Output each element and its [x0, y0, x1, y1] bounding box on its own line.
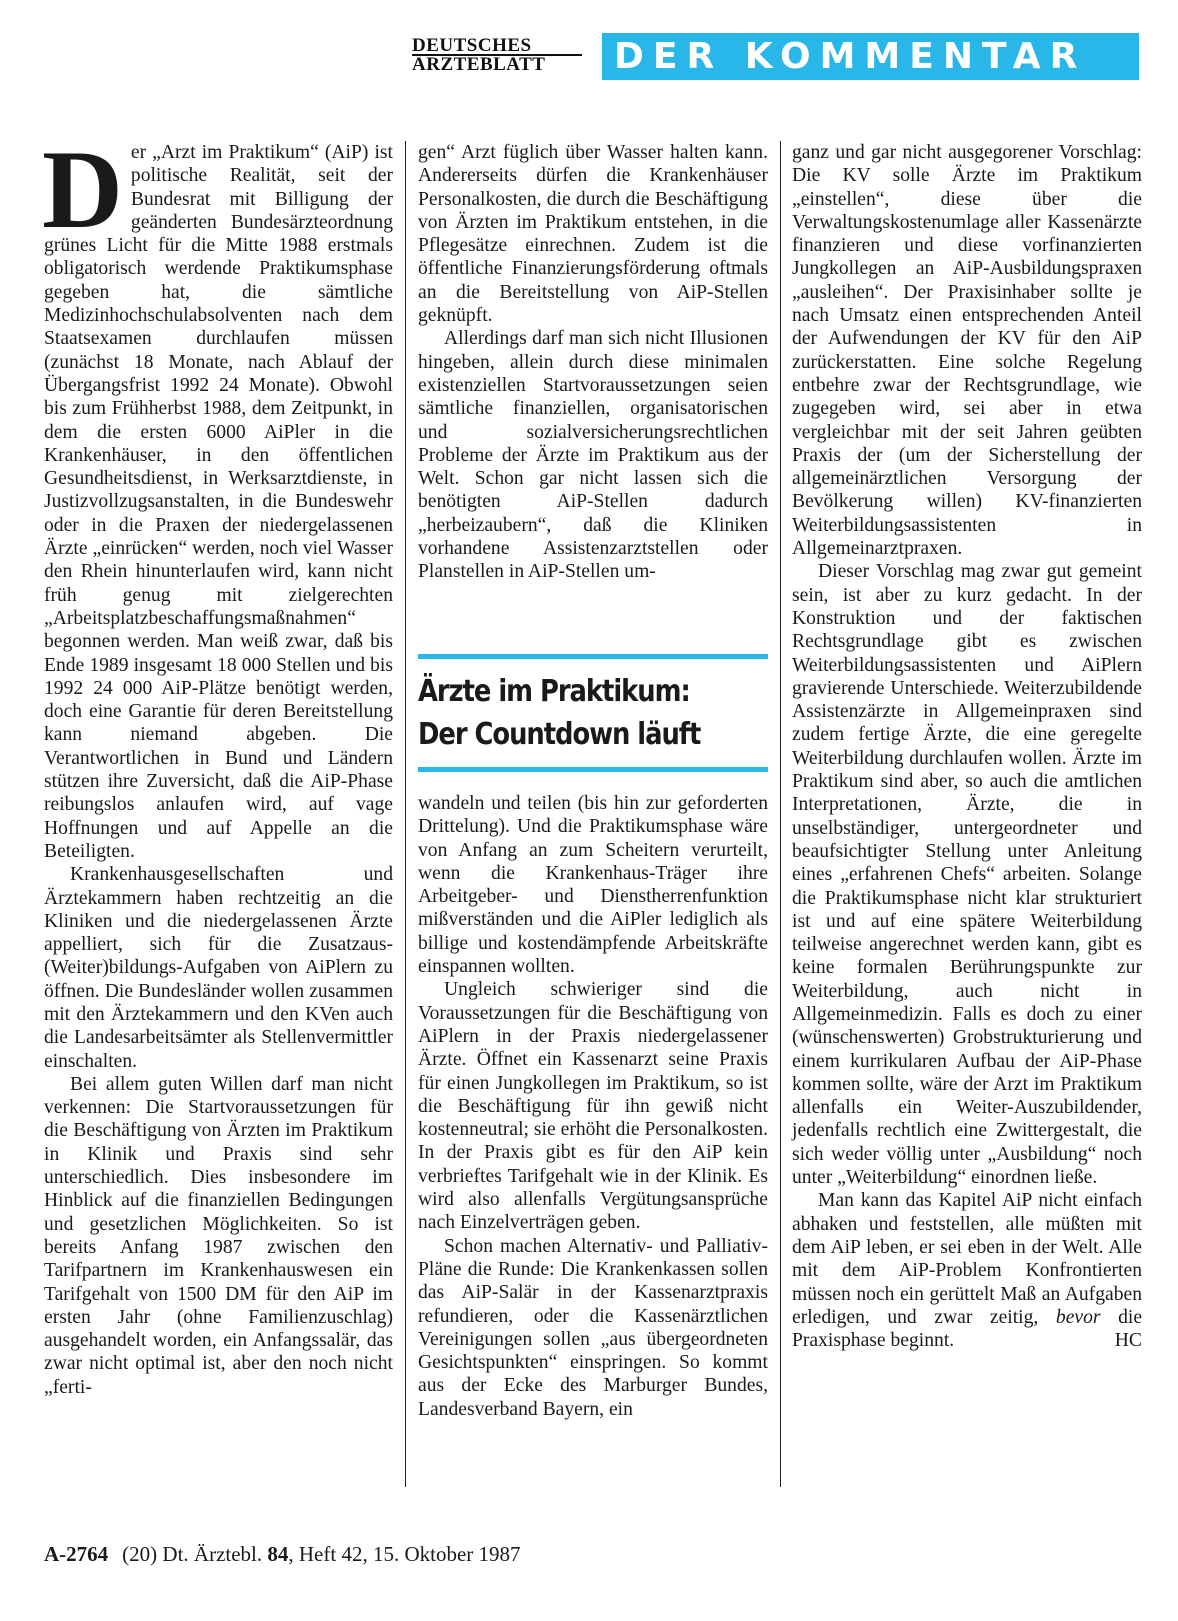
article-column-3	[792, 141, 1142, 1487]
paragraph	[792, 1189, 1142, 1352]
citation-issue: , Heft 42, 15. Oktober 1987	[288, 1542, 521, 1566]
drop-cap: D	[42, 128, 123, 252]
page-footer	[44, 1542, 521, 1567]
headline-rule-top	[418, 654, 768, 659]
article-column-2-top	[418, 141, 768, 652]
masthead-line1: DEUTSCHES	[412, 35, 532, 56]
headline-line-1: Ärzte im Praktikum:	[418, 674, 690, 709]
paragraph: Allerdings darf man sich nicht Illusionen hingeben, allein durch diese minimalen existenziellen Startvoraussetzungen seien sämtliche finanziellen, organisatorischen und sozialversicherungsrechtlichen Probleme der Ärzte im Praktikum aus der Welt. Schon gar nicht lassen sich die benötigten AiP-Stellen dadurch „herbeizaubern“, daß die Kliniken vorhandene Assistenzarztstellen oder Planstellen in AiP-Stellen um-	[418, 328, 768, 583]
masthead-logo	[412, 37, 588, 73]
paragraph: Ungleich schwieriger sind die Voraussetzungen für die Beschäftigung von AiPlern in der Praxis niedergelassener Ärzte. Öffnet ein Kassenarzt seine Praxis für einen Jungkollegen im Praktikum, so ist die Beschäftigung für ihn gewiß nicht kostenneutral; sie erhöht die Personalkosten. In der Praxis gibt es für den AiP kein verbrieftes Tarifgehalt wie in der Klinik. Es wird also allenfalls Vergütungsansprüche nach Einzelverträgen geben.	[418, 979, 768, 1234]
page-number: A-2764	[44, 1542, 109, 1566]
article-column-1	[42, 128, 393, 1487]
paragraph	[42, 128, 393, 863]
paragraph: Bei allem guten Willen darf man nicht verkennen: Die Startvoraussetzungen für die Beschäftigung von Ärzten im Praktikum in Klinik und Praxis sind sehr unterschiedlich. Dies insbesondere im Hinblick auf die finanziellen Bedingungen und gesetzlichen Möglichkeiten. So ist bereits Anfang 1987 zwischen den Tarifpartnern im Krankenhauswesen ein Tarifgehalt von 1500 DM für den AiP im ersten Jahr (ohne Familienzuschlag) ausgehandelt worden, ein Anfangssalär, das zwar nicht optimal ist, aber den noch nicht „ferti-	[44, 1073, 393, 1398]
article-column-2-bottom	[418, 792, 768, 1487]
headline-line-2: Der Countdown läuft	[418, 717, 701, 752]
paragraph: Schon machen Alternativ- und Palliativ-Pläne die Runde: Die Krankenkassen sollen das AiP-Salär in der Kassenarztpraxis refundieren, oder die Kassenärztlichen Vereinigungen sollen „aus übergeordneten Gesichtspunkten“ einspringen. So kommt aus der Ecke des Marburger Bundes, Landesverband Bayern, ein	[418, 1235, 768, 1420]
column-rule	[780, 141, 781, 1487]
headline-box	[418, 654, 768, 772]
paragraph-text: er „Arzt im Praktikum“ (AiP) ist politische Realität, seit der Bundesrat mit Billigung der geänderten Bundesärzteordnung grünes Licht für die Mitte 1988 erstmals obligatorisch werdende Praktikumsphase gegeben hat, die sämtliche Medizinhochschulabsolventen nach dem Staatsexamen durchlaufen müssen (zunächst 18 Monate, nach Ablauf der Übergangsfrist 1992 24 Monate). Obwohl bis zum Frühherbst 1988, dem Zeitpunkt, in dem die ersten 6000 AiPler in die Krankenhäuser, in den öffentlichen Gesundheitsdienst, in Werksarztdienste, in Justizvollzugsanstalten, in die Bundeswehr oder in die Praxen der niedergelassenen Ärzte „einrücken“ werden, noch viel Wasser den Rhein hinunterlaufen wird, kann nicht früh genug mit zielgerechten „Arbeitsplatzbeschaffungsmaßnahmen“ begonnen werden. Man weiß zwar, daß bis Ende 1989 insgesamt 18 000 Stellen und bis 1992 24 000 AiP-Plätze benötigt werden, doch eine Garantie für deren Bereitstellung kann niemand abgeben. Die Verantwortlichen in Bund und Ländern stützen ihre Zuversicht, daß die AiP-Phase reibungslos anlaufen wird, auf vage Hoffnungen und auf Appelle an die Beteiligten.	[44, 142, 393, 862]
masthead-line2: ÄRZTEBLATT	[412, 54, 582, 73]
paragraph-text: Man kann das Kapitel AiP nicht einfach abhaken und feststellen, alle müßten mit dem AiP leben, er sei eben in der Welt. Alle mit dem AiP-Problem Konfrontierten müssen noch ein gerüttelt Maß an Aufgaben erledigen, und zwar zeitig,	[792, 1190, 1142, 1328]
paragraph: wandeln und teilen (bis hin zur geforderten Drittelung). Und die Praktikumsphase wäre von Anfang an zum Scheitern verurteilt, wenn die Krankenhaus-Träger ihre Arbeitgeber- und Dienstherrenfunktion mißverständen und die AiPler lediglich als billige und kostendämpfende Arbeitskräfte einspannen wollten.	[418, 793, 768, 978]
paragraph-text: die Praxisphase beginnt.	[792, 1306, 1143, 1352]
paragraph: gen“ Arzt füglich über Wasser halten kann. Andererseits dürfen die Krankenhäuser Personalkosten, die durch die Beschäftigung von Ärzten im Praktikum entstehen, in die Pflegesätze einrechnen. Zudem ist die öffentliche Finanzierungsförderung oftmals an die Bereitstellung von AiP-Stellen geknüpft.	[418, 142, 768, 327]
emphasis-text: bevor	[1055, 1306, 1101, 1328]
paragraph: Dieser Vorschlag mag zwar gut gemeint sein, ist aber zu kurz gedacht. In der Konstruktion und der faktischen Rechtsgrundlage gibt es zwischen Weiterbildungsassistenten und AiPlern gravierende Unterschiede. Weiterzubildende Assistenzärzte in Allgemeinpraxen sind zudem fertige Ärzte, die eine geregelte Weiterbildung durchlaufen wollen. Ärzte im Praktikum sind aber, so auch die amtlichen Interpretationen, Ärzte, die in unselbständiger, untergeordneter und beaufsichtigter Stellung unter Anleitung eines „erfahrenen Chefs“ arbeiten. Solange die Praktikumsphase nicht klar strukturiert ist und auf eine spätere Weiterbildung teilweise angerechnet werden kann, gibt es keine formalen Berührungspunkte zur Weiterbildung, auch nicht in Allgemeinmedizin. Falls es doch zu einer (wünschenswerten) Grobstrukturierung und einem kurrikularen Aufbau der AiP-Phase kommen sollte, wäre der Arzt im Praktikum allenfalls ein Weiter-Auszubildender, jedenfalls rechtlich eine Zwittergestalt, die sich weder völlig unter „Ausbildung“ noch unter „Weiterbildung“ einordnen ließe.	[792, 561, 1142, 1189]
volume-number: 84	[267, 1542, 289, 1566]
article-headline	[418, 670, 719, 756]
headline-rule-bottom	[418, 767, 768, 772]
author-signature: HC	[1114, 1330, 1142, 1352]
paragraph: ganz und gar nicht ausgegorener Vorschlag: Die KV solle Ärzte im Praktikum „einstellen“, diese über die Verwaltungskostenumlage aller Kassenärzte finanzieren und diese vorfinanzierten Jungkollegen an AiP-Ausbildungspraxen „ausleihen“. Der Praxisinhaber sollte je nach Umsatz einen entsprechenden Anteil der Aufwendungen der KV für den AiP zurückerstatten. Eine solche Regelung entbehre zwar der Rechtsgrundlage, wie zugegeben wird, sei aber in etwa vergleichbar mit der seit Jahren geübten Praxis der (um der Sicherstellung der allgemeinärztlichen Versorgung der Bevölkerung willen) KV-finanzierten Weiterbildungsassistenten in Allgemeinarztpraxen.	[792, 142, 1142, 560]
citation-text: (20) Dt. Ärztebl.	[122, 1542, 263, 1566]
column-rule	[405, 141, 406, 1487]
paragraph: Krankenhausgesellschaften und Ärztekammern haben rechtzeitig an die Kliniken und die niedergelassenen Ärzte appelliert, sich für die Zusatzaus-(Weiter)bildungs-Aufgaben von AiPlern zu öffnen. Die Bundesländer wollen zusammen mit den Ärztekammern und den KVen auch die Landesarbeitsämter als Stellenvermittler einschalten.	[44, 864, 393, 1072]
section-banner: DER KOMMENTAR	[602, 33, 1139, 80]
